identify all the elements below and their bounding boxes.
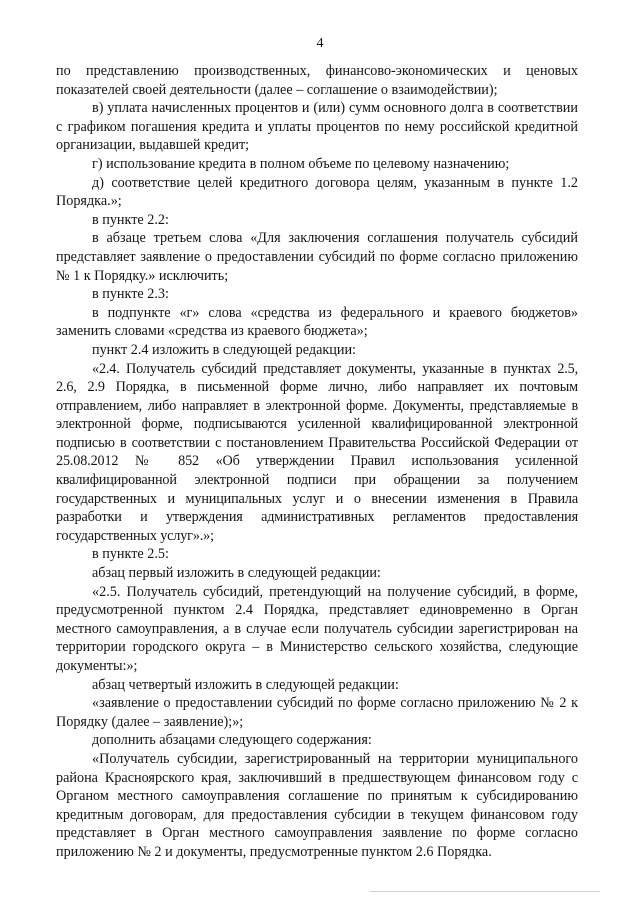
paragraph: абзац первый изложить в следующей редакции: bbox=[92, 565, 381, 582]
paragraph: в пункте 2.3: bbox=[92, 286, 169, 303]
paragraph: «Получатель субсидии, зарегистрированный на территории муниципального района Красноярского края, заключивший в предшествующем финансовом году с Органом местного самоуправления соглашение по принятым к субсидированию кредитным договорам, для предоставления субсидии в текущем финансовом году представляет в Орган местного самоуправления заявление по форме согласно приложению № 2 и документы, предусмотренные пунктом 2.6 Порядка. bbox=[56, 750, 578, 860]
paragraph: в) уплата начисленных процентов и (или) сумм основного долга в соответствии с графиком погашения кредита и уплаты процентов по нему российской кредитной организации, выдавшей кредит; bbox=[56, 100, 578, 154]
paragraph: дополнить абзацами следующего содержания: bbox=[92, 732, 372, 749]
paragraph: в пункте 2.5: bbox=[92, 546, 169, 563]
paragraph: в абзаце третьем слова «Для заключения соглашения получатель субсидий представляет заявление о предоставлении субсидий по форме согласно приложению № 1 к Порядку.» исключить; bbox=[56, 230, 578, 284]
paragraph: пункт 2.4 изложить в следующей редакции: bbox=[92, 341, 356, 358]
document-body bbox=[56, 62, 578, 862]
paragraph: по представлению производственных, финансово-экономических и ценовых показателей своей деятельности (далее – соглашение о взаимодействии); bbox=[56, 63, 578, 98]
paragraph: г) использование кредита в полном объеме по целевому назначению; bbox=[92, 155, 510, 172]
scan-edge-line bbox=[370, 891, 600, 892]
paragraph: д) соответствие целей кредитного договора целям, указанным в пункте 1.2 Порядка.»; bbox=[56, 174, 578, 210]
paragraph: в подпункте «г» слова «средства из федерального и краевого бюджетов» заменить словами «средства из краевого бюджета»; bbox=[56, 304, 578, 340]
paragraph: «заявление о предоставлении субсидий по форме согласно приложению № 2 к Порядку (далее – заявление);»; bbox=[56, 695, 578, 730]
paragraph: в пункте 2.2: bbox=[92, 211, 169, 228]
paragraph: абзац четвертый изложить в следующей редакции: bbox=[92, 676, 399, 693]
paragraph: «2.4. Получатель субсидий представляет документы, указанные в пунктах 2.5, 2.6, 2.9 Порядка, в письменной форме лично, либо направляет их почтовым отправлением, либо направляет в электронной форме. Документы, представляемые в электронной форме, подписываются усиленной квалифицированной электронной подписью в соответствии с постановлением Правительства Российской Федерации от 25.08.2012 № 852 «Об утверждении Правил использования усиленной квалифицированной электронной подписи при обращении за получением государственных и муниципальных услуг и о внесении изменения в Правила разработки и утверждения административных регламентов предоставления государственных услуг».»; bbox=[56, 360, 578, 544]
paragraph: «2.5. Получатель субсидий, претендующий на получение субсидий, в форме, предусмотренной пунктом 2.4 Порядка, представляет единовременно в Орган местного самоуправления, а в случае если получатель субсидии зарегистрирован на территории городского округа – в Министерство сельского хозяйства, следующие документы:»; bbox=[56, 583, 578, 674]
page-number: 4 bbox=[316, 36, 324, 51]
